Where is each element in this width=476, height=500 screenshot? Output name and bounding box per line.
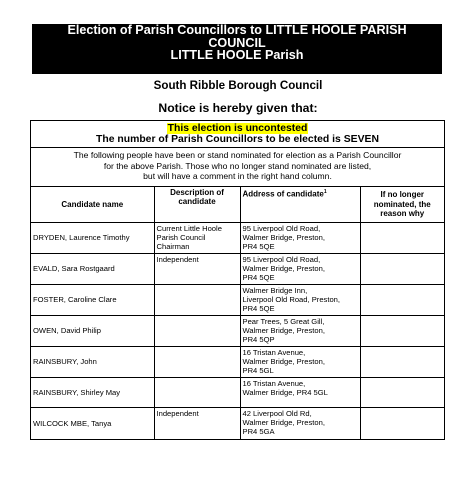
- address-line: PR4 5GL: [242, 366, 274, 376]
- address-line: 16 Tristan Avenue,: [242, 347, 306, 357]
- election-status: [31, 121, 444, 148]
- seats-to-elect: The number of Parish Councillors to be elected is SEVEN: [96, 134, 379, 145]
- candidate-description: [154, 315, 240, 346]
- candidate-address: [240, 377, 360, 407]
- candidate-address: [240, 315, 360, 346]
- table-header-row: [31, 187, 444, 223]
- candidate-name: EVALD, Sara Rostgaard: [31, 254, 154, 285]
- table-row: [31, 407, 444, 439]
- withdrawal-reason: [360, 254, 444, 285]
- description-line: Independent: [156, 408, 199, 418]
- candidate-description: [154, 346, 240, 377]
- withdrawal-reason: [360, 285, 444, 316]
- address-line: Walmer Bridge Inn,: [242, 286, 308, 295]
- candidate-address: [240, 254, 360, 285]
- candidate-name: RAINSBURY, Shirley May: [31, 377, 154, 407]
- address-line: PR4 5QE: [242, 242, 275, 252]
- address-line: Walmer Bridge, Preston,: [242, 325, 325, 335]
- candidate-description: [154, 254, 240, 285]
- candidate-description: [154, 407, 240, 439]
- candidate-description: [154, 285, 240, 316]
- banner-line-2: COUNCIL: [208, 35, 266, 50]
- header-candidate-name: Candidate name: [31, 187, 154, 223]
- candidate-description: [154, 377, 240, 407]
- withdrawal-reason: [360, 223, 444, 254]
- description-line: Parish Council: [156, 233, 206, 243]
- description-line: Independent: [156, 255, 199, 264]
- candidate-name: WILCOCK MBE, Tanya: [31, 407, 154, 439]
- candidates-table: [31, 187, 444, 440]
- table-row: [31, 346, 444, 377]
- candidate-address: [240, 223, 360, 254]
- candidate-name: OWEN, David Philip: [31, 315, 154, 346]
- withdrawal-reason: [360, 407, 444, 439]
- address-line: Walmer Bridge, Preston,: [242, 417, 325, 427]
- address-line: Walmer Bridge, Preston,: [242, 264, 325, 274]
- withdrawal-reason: [360, 315, 444, 346]
- address-line: Walmer Bridge, PR4 5GL: [242, 387, 328, 397]
- candidate-address: [240, 285, 360, 316]
- address-line: Liverpool Old Road, Preston,: [242, 295, 341, 305]
- intro-text: [31, 148, 444, 187]
- candidate-name: DRYDEN, Laurence Timothy: [31, 223, 154, 254]
- table-row: [31, 285, 444, 316]
- candidate-address: [240, 346, 360, 377]
- description-line: Current Little Hoole: [156, 224, 222, 233]
- candidates-notice-box: [30, 120, 445, 440]
- uncontested-highlight: This election is uncontested: [167, 123, 308, 134]
- table-row: [31, 377, 444, 407]
- address-line: Pear Trees, 5 Great Gill,: [242, 316, 325, 326]
- address-line: PR4 5QE: [242, 304, 275, 314]
- table-row: [31, 254, 444, 285]
- address-line: 42 Liverpool Old Rd,: [242, 408, 312, 418]
- election-title-banner: [32, 24, 442, 74]
- withdrawal-reason: [360, 377, 444, 407]
- intro-line-1: The following people have been or stand nominated for election as a Parish Councillor: [73, 150, 402, 160]
- banner-line-1: Election of Parish Councillors to LITTLE HOOLE PARISH: [67, 23, 407, 37]
- header-reason: If no longer nominated, the reason why: [360, 187, 444, 223]
- address-line: PR4 5QE: [242, 273, 275, 283]
- banner-line-3: LITTLE HOOLE Parish: [170, 48, 304, 63]
- table-row: [31, 223, 444, 254]
- intro-line-3: but will have a comment in the right hand column.: [143, 171, 332, 181]
- candidate-address: [240, 407, 360, 439]
- address-line: Walmer Bridge, Preston,: [242, 233, 325, 243]
- table-row: [31, 315, 444, 346]
- header-description: Description of candidate: [154, 187, 240, 223]
- notice-heading: Notice is hereby given that:: [158, 101, 318, 115]
- address-line: 16 Tristan Avenue,: [242, 378, 306, 388]
- address-line: PR4 5GA: [242, 427, 275, 437]
- address-line: 95 Liverpool Old Road,: [242, 224, 321, 233]
- council-name: South Ribble Borough Council: [153, 79, 323, 92]
- address-line: 95 Liverpool Old Road,: [242, 255, 321, 264]
- candidate-name: RAINSBURY, John: [31, 346, 154, 377]
- address-line: PR4 5QP: [242, 335, 275, 345]
- withdrawal-reason: [360, 346, 444, 377]
- candidate-description: [154, 223, 240, 254]
- intro-line-2: for the above Parish. Those who no longer stand nominated are listed,: [103, 160, 372, 171]
- candidate-name: FOSTER, Caroline Clare: [31, 285, 154, 316]
- description-line: Chairman: [156, 242, 190, 252]
- address-line: Walmer Bridge, Preston,: [242, 356, 325, 366]
- header-address: Address of candidate$^1$: [240, 187, 360, 223]
